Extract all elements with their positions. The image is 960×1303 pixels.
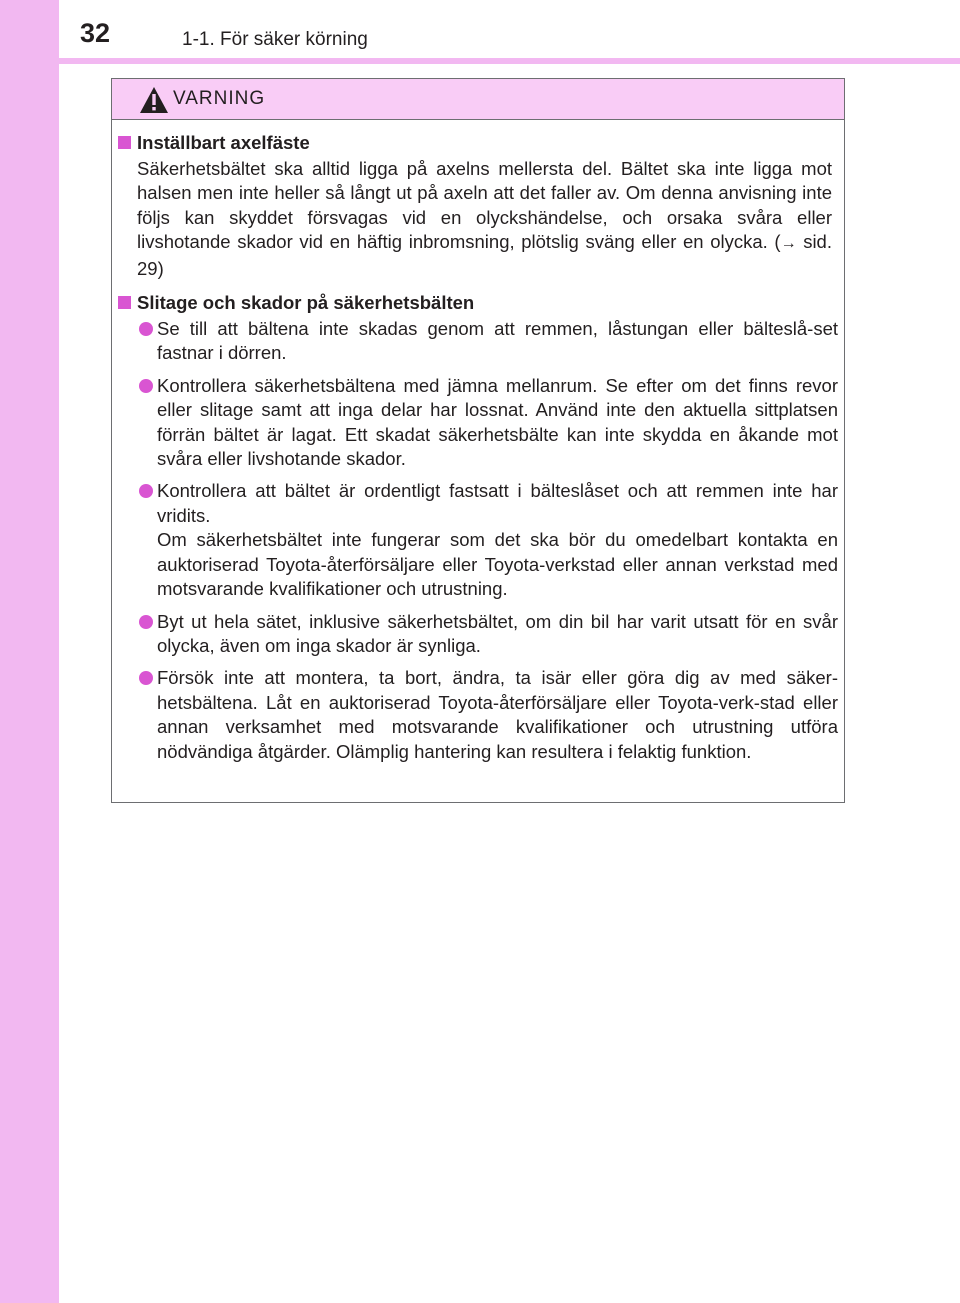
square-bullet-icon <box>118 296 131 309</box>
left-margin-band <box>0 0 59 1303</box>
section-title: 1-1. För säker körning <box>182 29 368 50</box>
page-reference-link[interactable]: sid. 29) <box>137 231 832 279</box>
list-item: Kontrollera att bältet är ordentligt fastsatt i bälteslåset och att remmen inte har vridits. Om säkerhetsbältet inte fungerar som det ska bör du omedelbart kontakta en auktoriserad Toyota-återförsäljare eller Toyota-verkstad eller annan verkstad med motsvarande kvalifikationer och utrustning. <box>157 479 838 601</box>
warning-header <box>112 79 844 120</box>
list-item: Se till att bältena inte skadas genom att remmen, låstungan eller bälteslå-set fastnar i dörren. <box>157 317 838 366</box>
round-bullet-icon <box>139 615 153 629</box>
list-item: Försök inte att montera, ta bort, ändra, ta isär eller göra dig av med säker-hetsbältena. Låt en auktoriserad Toyota-återförsäljare eller Toyota-verk-stad eller annan verksamhet med motsvarande kvalifikationer och utrustning utföra nödvändiga åtgärder. Olämplig hantering kan resultera i felaktig funktion. <box>157 666 838 764</box>
page-number: 32 <box>80 18 111 48</box>
section-heading-adjustable-anchor: Inställbart axelfäste <box>112 131 846 155</box>
round-bullet-icon <box>139 671 153 685</box>
warning-content <box>112 131 846 772</box>
header-divider <box>59 58 960 64</box>
warning-triangle-icon <box>139 86 169 114</box>
round-bullet-icon <box>139 484 153 498</box>
square-bullet-icon <box>118 136 131 149</box>
paragraph-adjustable-anchor: Säkerhetsbältet ska alltid ligga på axelns mellersta del. Bältet ska inte ligga mot halsen men inte heller så långt ut på axeln att det faller av. Om denna anvisning inte följs kan skyddet försvagas vid en olyckshändelse, och orsaka svåra eller livshotande skador vid en häftig inbromsning, plötslig sväng eller en olycka. (→ sid. 29) <box>137 158 832 279</box>
list-item: Byt ut hela sätet, inklusive säkerhetsbältet, om din bil har varit utsatt för en svår olycka, även om inga skador är synliga. <box>157 610 838 659</box>
list-item: Kontrollera säkerhetsbältena med jämna mellanrum. Se efter om det finns revor eller slitage samt att inga delar har lossnat. Använd inte den aktuella sittplatsen förrän bältet är lagat. Ett skadat säkerhetsbälte kan inte skydda en åkande mot svåra eller livshotande skador. <box>157 374 838 472</box>
round-bullet-icon <box>139 322 153 336</box>
reference-arrow-icon: → <box>780 235 797 253</box>
round-bullet-icon <box>139 379 153 393</box>
warning-box <box>111 78 845 803</box>
section-heading-wear-damage: Slitage och skador på säkerhetsbälten <box>112 291 846 315</box>
warning-label: VARNING <box>173 88 266 109</box>
